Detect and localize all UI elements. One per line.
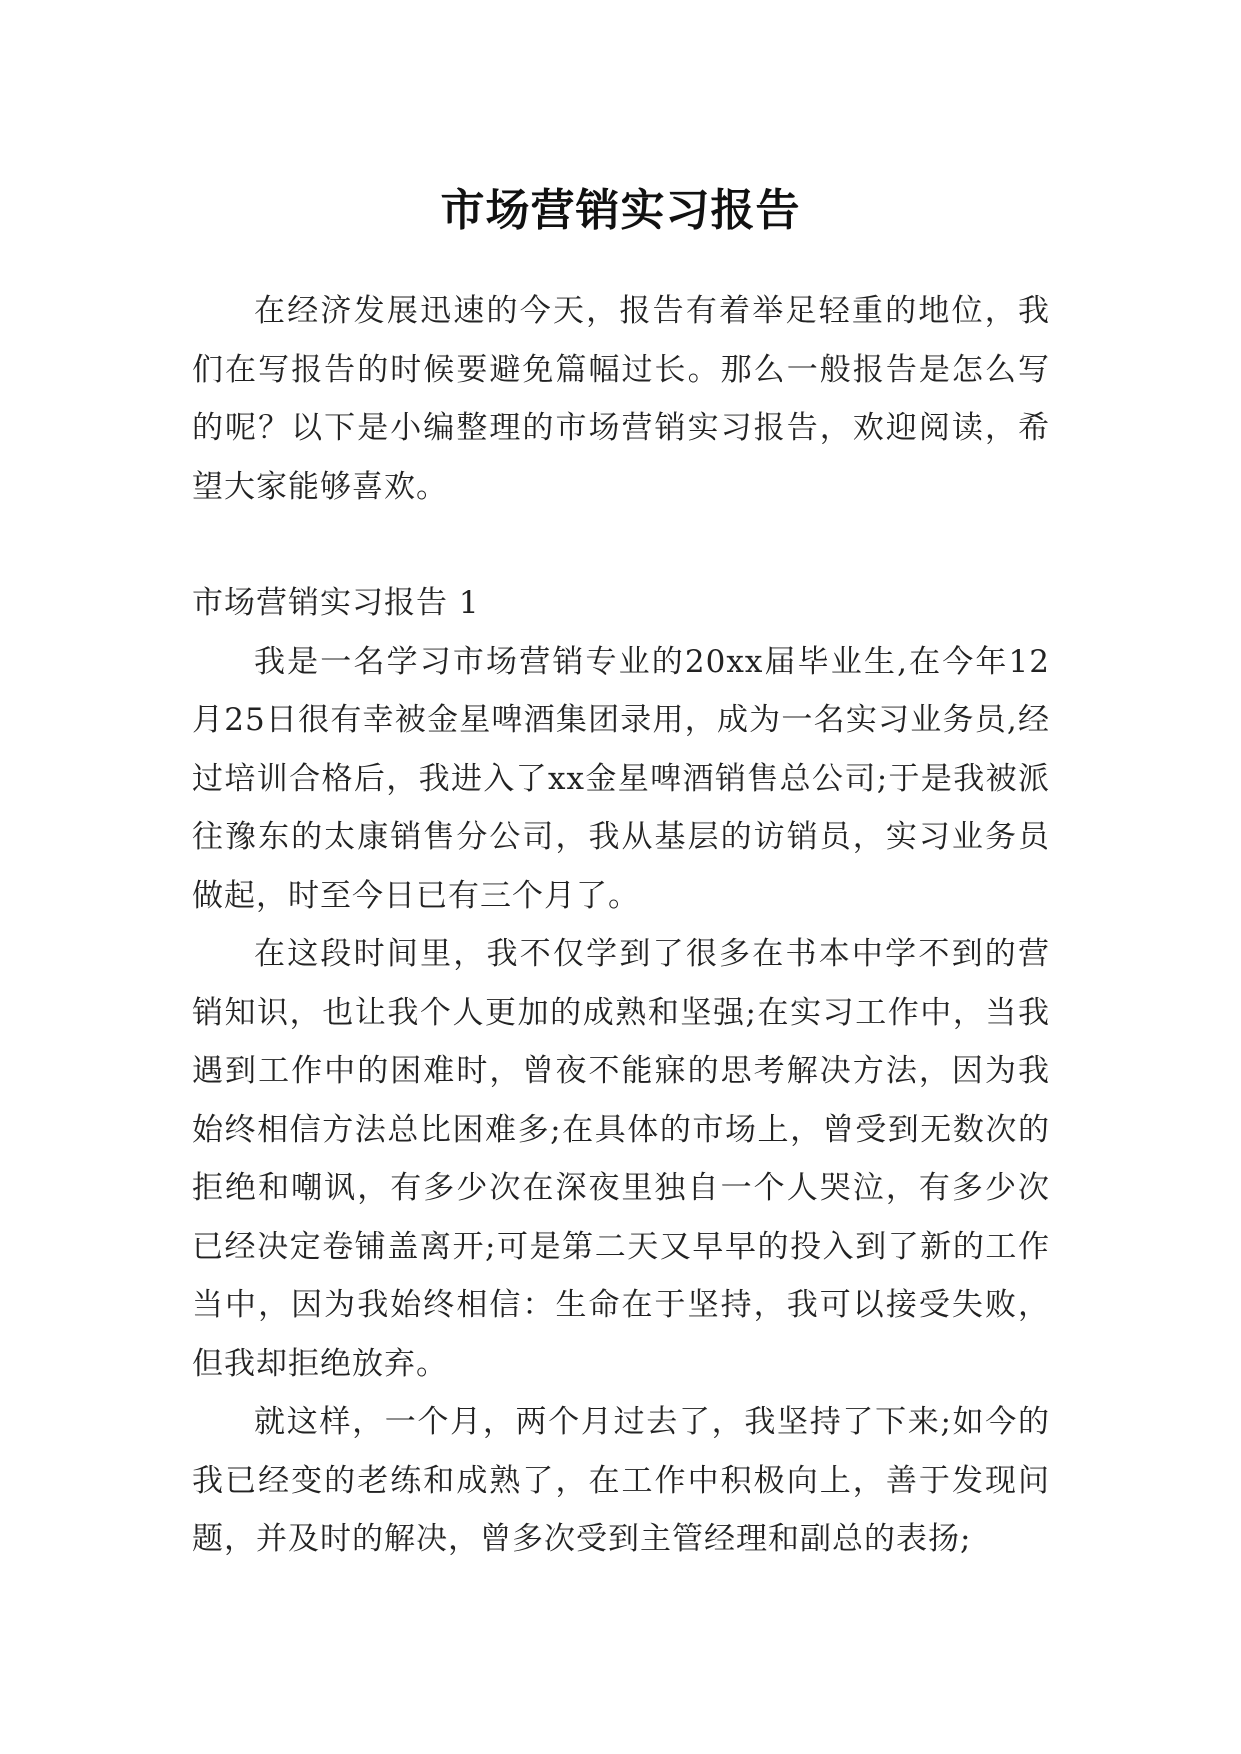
intro-paragraph: 在经济发展迅速的今天，报告有着举足轻重的地位，我们在写报告的时候要避免篇幅过长。那么一般报告是怎么写的呢？以下是小编整理的市场营销实习报告，欢迎阅读，希望大家能够喜欢。 bbox=[192, 293, 1050, 505]
body-paragraph: 就这样，一个月，两个月过去了，我坚持了下来;如今的我已经变的老练和成熟了，在工作中积极向上，善于发现问题，并及时的解决，曾多次受到主管经理和副总的表扬; bbox=[192, 1404, 1050, 1557]
document-body bbox=[192, 282, 1050, 1569]
section-heading: 市场营销实习报告 1 bbox=[192, 585, 480, 621]
body-paragraph: 在这段时间里，我不仅学到了很多在书本中学不到的营销知识，也让我个人更加的成熟和坚强;在实习工作中，当我遇到工作中的困难时，曾夜不能寐的思考解决方法，因为我始终相信方法总比困难多;在具体的市场上，曾受到无数次的拒绝和嘲讽，有多少次在深夜里独自一个人哭泣，有多少次已经决定卷铺盖离开;可是第二天又早早的投入到了新的工作当中，因为我始终相信：生命在于坚持，我可以接受失败，但我却拒绝放弃。 bbox=[192, 936, 1050, 1382]
body-paragraph: 我是一名学习市场营销专业的20xx届毕业生,在今年12月25日很有幸被金星啤酒集团录用，成为一名实习业务员,经过培训合格后，我进入了xx金星啤酒销售总公司;于是我被派往豫东的太康销售分公司，我从基层的访销员，实习业务员做起，时至今日已有三个月了。 bbox=[192, 643, 1050, 914]
document-title: 市场营销实习报告 bbox=[440, 185, 801, 237]
